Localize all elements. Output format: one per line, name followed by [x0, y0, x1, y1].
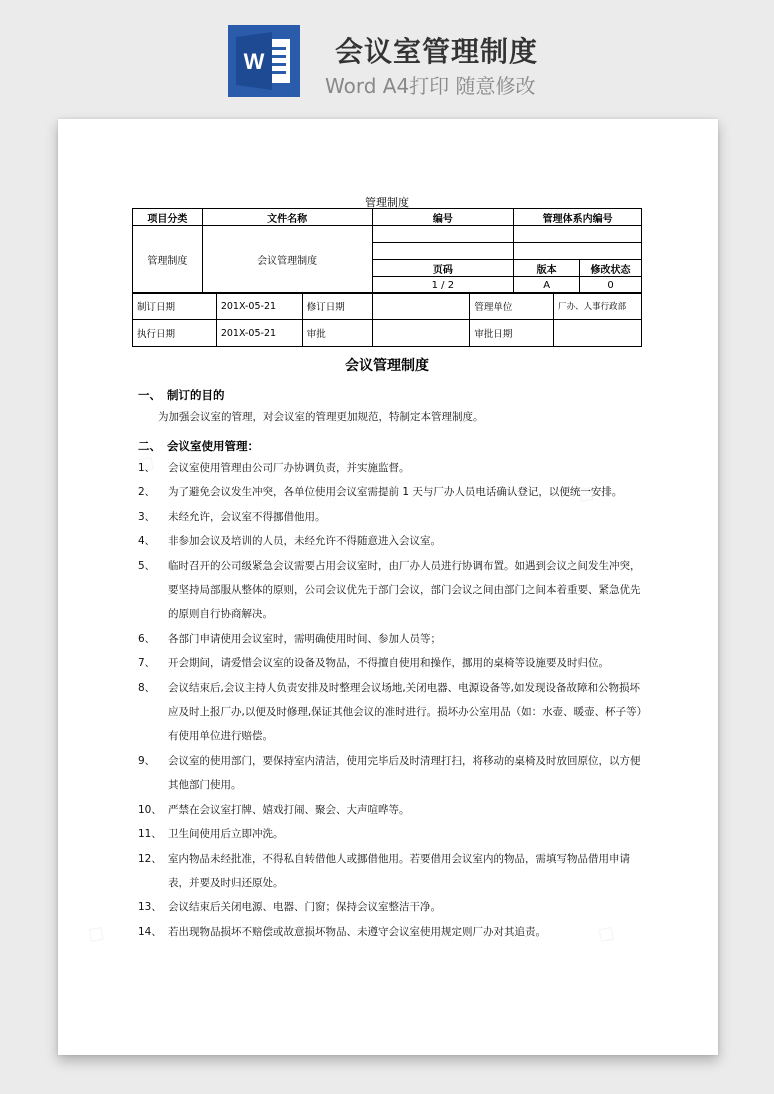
draft-date-label: 制订日期	[133, 293, 217, 320]
list-item: 7、 开会期间，请爱惜会议室的设备及物品，不得擅自使用和操作，挪用的桌椅等设施要及时归位。	[138, 657, 609, 670]
list-item: 3、 未经允许，会议室不得挪借他用。	[138, 510, 326, 523]
header-table	[132, 208, 642, 294]
list-item: 6、 各部门申请使用会议室时，需明确使用时间、参加人员等；	[138, 632, 441, 645]
internal-number-value	[514, 226, 642, 243]
revise-date	[372, 293, 470, 320]
list-item: 1、 会议室使用管理由公司厂办协调负责，并实施监督。	[138, 462, 410, 474]
rules-list	[138, 456, 643, 944]
document-heading: 会议管理制度	[345, 358, 429, 374]
section-2-heading	[138, 438, 259, 454]
exec-date: 201X-05-21	[216, 320, 302, 347]
col-category: 项目分类	[133, 209, 203, 226]
revise-date-label: 修订日期	[302, 293, 372, 320]
blank-cell	[514, 243, 642, 260]
banner-title: 会议室管理制度	[335, 35, 539, 68]
list-item: 2、 为了避免会议发生冲突，各单位使用会议室需提前 1 天与厂办人员电话确认登记，以便统一安排。	[138, 486, 623, 499]
section-2-number: 二、	[138, 439, 161, 453]
approval-date	[554, 320, 642, 347]
list-item: 13、 会议结束后关闭电源、电器、门窗；保持会议室整洁干净。	[138, 901, 441, 914]
dept-label: 管理单位	[470, 293, 554, 320]
list-item: 10、 严禁在会议室打牌、嬉戏打闹、聚会、大声喧哗等。	[138, 803, 410, 816]
info-table	[132, 292, 642, 347]
list-item: 12、 室内物品未经批准，不得私自转借他人或挪借他用。若要借用会议室内的物品，需填写物品借用申请表，并要及时归还原处。	[138, 852, 630, 889]
page-value: 1 / 2	[372, 277, 514, 294]
list-item: 5、 临时召开的公司级紧急会议需要占用会议室时，由厂办人员进行协调布置。如遇到会议之间发生冲突，要坚持局部服从整体的原则，公司会议优先于部门会议，部门会议之间由部门之间本着重要、紧急优先的原则自行协商解决。	[138, 559, 641, 621]
list-item: 9、 会议室的使用部门，要保持室内清洁，使用完毕后及时清理打扫，将移动的桌椅及时放回原位，以方便其他部门使用。	[138, 754, 641, 792]
col-internal-number: 管理体系内编号	[514, 209, 642, 226]
word-logo-icon	[228, 25, 300, 97]
blank-cell	[372, 243, 514, 260]
list-item: 8、 会议结束后,会议主持人负责安排及时整理会议场地,关闭电器、电源设备等,如发现设备故障和公物损坏应及时上报厂办,以便及时修理,保证其他会议的准时进行。损坏办公室用品（如：水壶、暖壶、杯子等）有使用单位进行赔偿。	[138, 681, 642, 743]
section-1-heading	[138, 387, 225, 403]
section-1-title: 制订的目的	[167, 388, 225, 402]
banner	[0, 0, 774, 110]
watermark	[82, 916, 113, 950]
document-page	[58, 119, 718, 1055]
approval-date-label: 审批日期	[470, 320, 554, 347]
category-value: 管理制度	[133, 226, 203, 294]
revision-label: 修改状态	[580, 260, 642, 277]
section-1-text: 为加强会议室的管理，对会议室的管理更加规范，特制定本管理制度。	[158, 411, 484, 423]
draft-date: 201X-05-21	[216, 293, 302, 320]
version-label: 版本	[514, 260, 580, 277]
number-value	[372, 226, 514, 243]
col-number: 编号	[372, 209, 514, 226]
list-item: 4、 非参加会议及培训的人员，未经允许不得随意进入会议室。	[138, 535, 441, 548]
page-label: 页码	[372, 260, 514, 277]
version-value: A	[514, 277, 580, 294]
section-1-number: 一、	[138, 388, 161, 402]
col-file-name: 文件名称	[202, 209, 372, 226]
dept-value: 厂办、人事行政部	[554, 293, 642, 320]
management-title: 管理制度	[365, 196, 409, 209]
file-name-value: 会议管理制度	[202, 226, 372, 294]
exec-date-label: 执行日期	[133, 320, 217, 347]
section-2-title: 会议室使用管理：	[167, 439, 259, 453]
list-item: 11、 卫生间使用后立即冲洗。	[138, 828, 284, 841]
list-item: 14、 若出现物品损坏不赔偿或故意损坏物品、未遵守会议室使用规定则厂办对其追责。	[138, 925, 546, 938]
banner-subtitle: Word A4打印 随意修改	[325, 74, 536, 98]
approval-label: 审批	[302, 320, 372, 347]
revision-value: 0	[580, 277, 642, 294]
logo-letter: W	[243, 49, 265, 74]
approval-value	[372, 320, 470, 347]
